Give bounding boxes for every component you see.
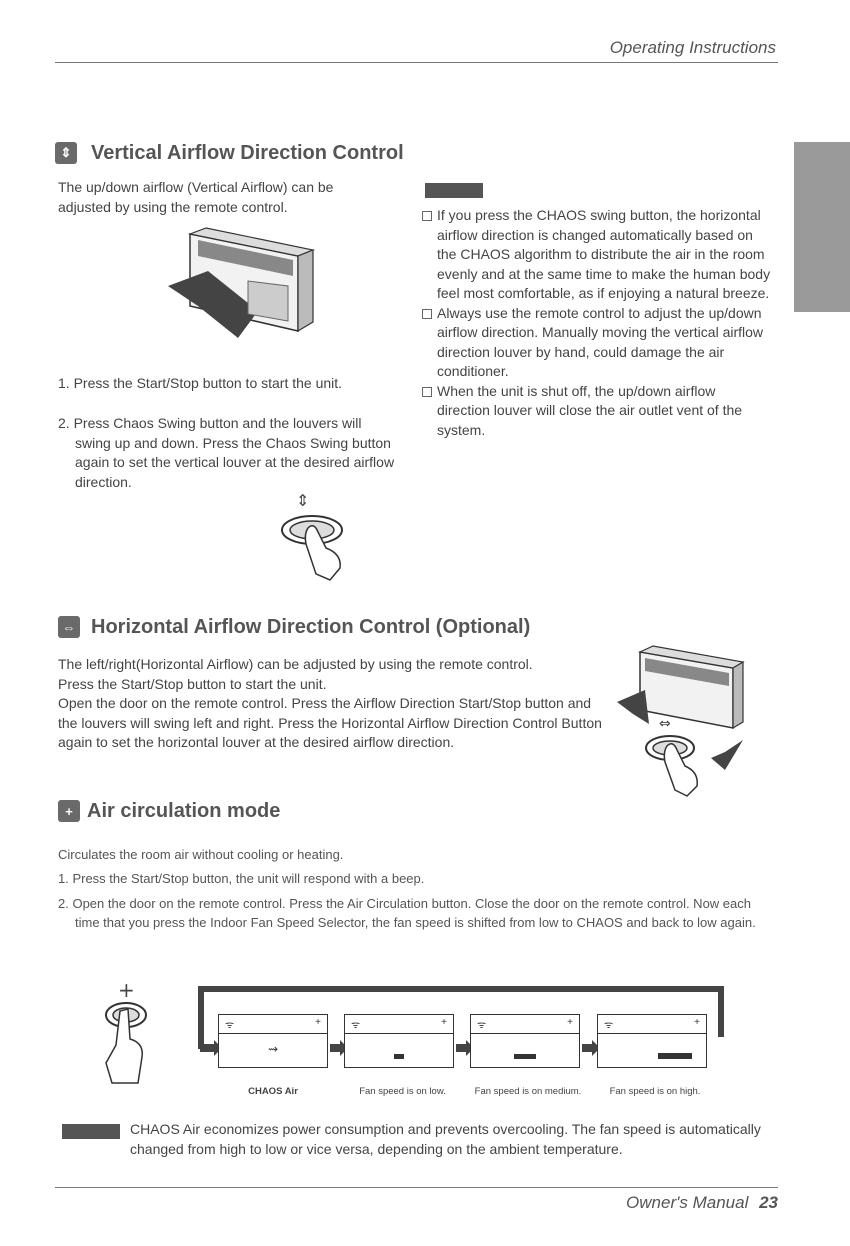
svg-text:⇕: ⇕ <box>296 491 310 510</box>
vertical-notes <box>422 206 772 440</box>
side-tab <box>794 142 850 312</box>
fan-display-medium <box>470 1014 580 1068</box>
circulation-title: Air circulation mode <box>87 800 281 822</box>
horizontal-para-3: Open the door on the remote control. Press the Airflow Direction Start/Stop button and the louvers will swing left and right. Press the Horizontal Airflow Direction Control Button again to set the horizontal louver at the desired airflow direction. <box>58 695 602 750</box>
fan-small-icon: + <box>441 1017 447 1028</box>
fan-display-high <box>597 1014 707 1068</box>
horizontal-title: Horizontal Airflow Direction Control (Optional) <box>91 616 531 638</box>
vertical-note-2: Always use the remote control to adjust the up/down airflow direction. Manually moving the vertical airflow direction louver by hand, could damage the air conditioner. <box>422 304 772 382</box>
circulation-step-2: 2. Open the door on the remote control. Press the Air Circulation button. Close the door on the remote control. Now each time that you press the Indoor Fan Speed Selector, the fan speed is shifted from low to CHAOS and back to low again. <box>58 896 756 930</box>
ac-unit-vertical-illustration <box>168 226 318 341</box>
vertical-step-1: 1. Press the Start/Stop button to start the unit. <box>58 375 343 391</box>
header-rule <box>55 62 778 63</box>
fan-small-icon: + <box>315 1017 321 1028</box>
circulation-step-1: 1. Press the Start/Stop button, the unit will respond with a beep. <box>58 871 425 886</box>
chaos-swing-button-illustration <box>268 488 358 583</box>
horizontal-para-2: Press the Start/Stop button to start the unit. <box>58 675 327 692</box>
speed-bars-medium <box>471 1034 579 1064</box>
horizontal-paras <box>58 655 603 753</box>
speed-bars-low <box>345 1034 453 1064</box>
caption-low: Fan speed is on low. <box>359 1086 446 1097</box>
svg-text:⇔: ⇔ <box>659 716 671 732</box>
wifi-icon: ᯤ <box>604 1020 614 1031</box>
wifi-icon: ᯤ <box>477 1020 487 1031</box>
circulation-note: CHAOS Air economizes power consumption and prevents overcooling. The fan speed is automatically changed from high to low or vice versa, depending on the ambient temperature. <box>130 1121 761 1157</box>
fan-display-chaos <box>218 1014 328 1068</box>
horizontal-para-1: The left/right(Horizontal Airflow) can be adjusted by using the remote control. <box>58 656 533 672</box>
wifi-icon: ᯤ <box>225 1020 235 1031</box>
page-number: 23 <box>759 1193 778 1212</box>
fan-icon: + <box>58 800 80 822</box>
vertical-note-1: If you press the CHAOS swing button, the horizontal airflow direction is changed automatically based on the CHAOS algorithm to distribute the air in the room evenly and at the same time to make the human body feel most comfortable, as if enjoying a natural breeze. <box>422 206 772 304</box>
speed-bars-high <box>598 1034 706 1064</box>
header-title: Operating Instructions <box>609 38 776 57</box>
vertical-title: Vertical Airflow Direction Control <box>91 142 404 164</box>
air-circulation-button-illustration <box>98 975 168 1090</box>
vertical-intro: The up/down airflow (Vertical Airflow) can be adjusted by using the remote control. <box>58 179 334 215</box>
vertical-step-2: 2. Press Chaos Swing button and the louvers will swing up and down. Press the Chaos Swing button again to set the vertical louver at the desired airflow direction. <box>58 415 395 490</box>
wifi-icon: ᯤ <box>351 1020 361 1031</box>
horizontal-swing-icon: ⇔ <box>58 616 80 638</box>
circulation-intro: Circulates the room air without cooling or heating. <box>58 847 344 862</box>
checkbox-bullet-icon <box>422 387 432 397</box>
note-label-bar <box>62 1124 120 1139</box>
vertical-note-3: When the unit is shut off, the up/down airflow direction louver will close the air outlet vent of the system. <box>422 382 772 441</box>
ac-unit-horizontal-illustration <box>615 640 745 800</box>
footer-manual: Owner's Manual <box>626 1193 749 1212</box>
checkbox-bullet-icon <box>422 211 432 221</box>
fan-small-icon: + <box>694 1017 700 1028</box>
fan-display-low <box>344 1014 454 1068</box>
fan-small-icon: + <box>567 1017 573 1028</box>
svg-text:+: + <box>118 978 135 1002</box>
checkbox-bullet-icon <box>422 309 432 319</box>
chaos-air-icon: ⇝ <box>267 1042 279 1056</box>
caption-medium: Fan speed is on medium. <box>474 1086 582 1097</box>
caption-high: Fan speed is on high. <box>609 1086 701 1097</box>
swing-icon: ⇕ <box>55 142 77 164</box>
footer <box>626 1193 778 1213</box>
note-label-bar <box>425 183 483 198</box>
caption-chaos: CHAOS Air <box>248 1086 298 1097</box>
footer-rule <box>55 1187 778 1188</box>
